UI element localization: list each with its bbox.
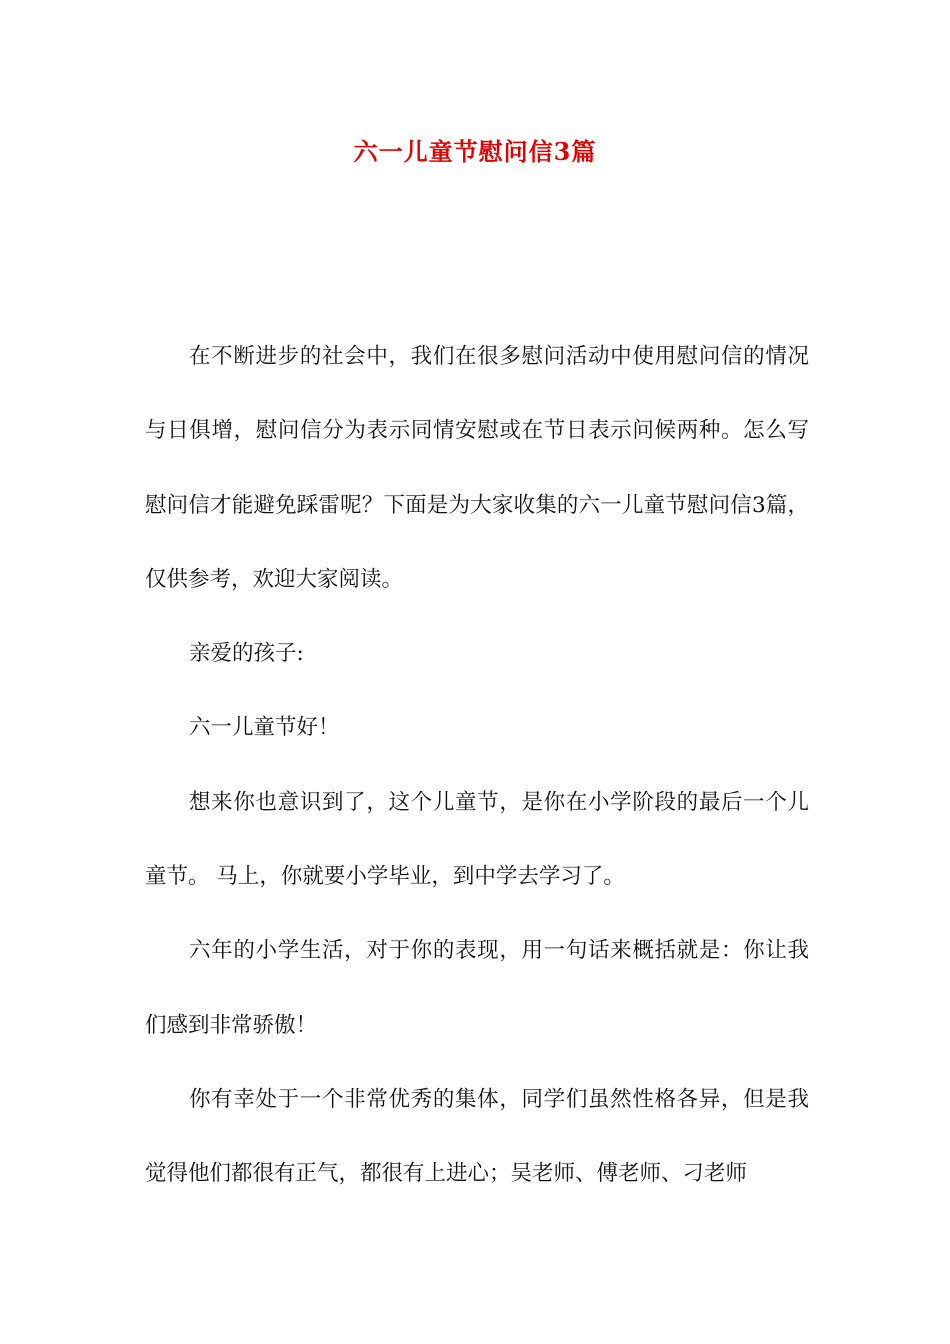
body-paragraph: 想来你也意识到了，这个儿童节，是你在小学阶段的最后一个儿童节。 马上，你就要小学毕业，到中学去学习了。 xyxy=(145,789,809,890)
body-paragraph: 你有幸处于一个非常优秀的集体，同学们虽然性格各异，但是我觉得他们都很有正气，都很有上进心；吴老师、傅老师、刁老师 xyxy=(145,1086,809,1187)
page-title: 六一儿童节慰问信3篇 xyxy=(353,137,597,166)
greeting-line: 六一儿童节好！ xyxy=(189,715,340,741)
salutation: 亲爱的孩子: xyxy=(189,641,304,667)
letter-body xyxy=(145,320,809,1212)
intro-paragraph: 在不断进步的社会中，我们在很多慰问活动中使用慰问信的情况与日俱增，慰问信分为表示同情安慰或在节日表示问候两种。怎么写慰问信才能避免踩雷呢？下面是为大家收集的六一儿童节慰问信3篇，仅供参考，欢迎大家阅读。 xyxy=(145,344,809,592)
body-paragraph: 六年的小学生活，对于你的表现，用一句话来概括就是：你让我们感到非常骄傲！ xyxy=(145,938,809,1038)
